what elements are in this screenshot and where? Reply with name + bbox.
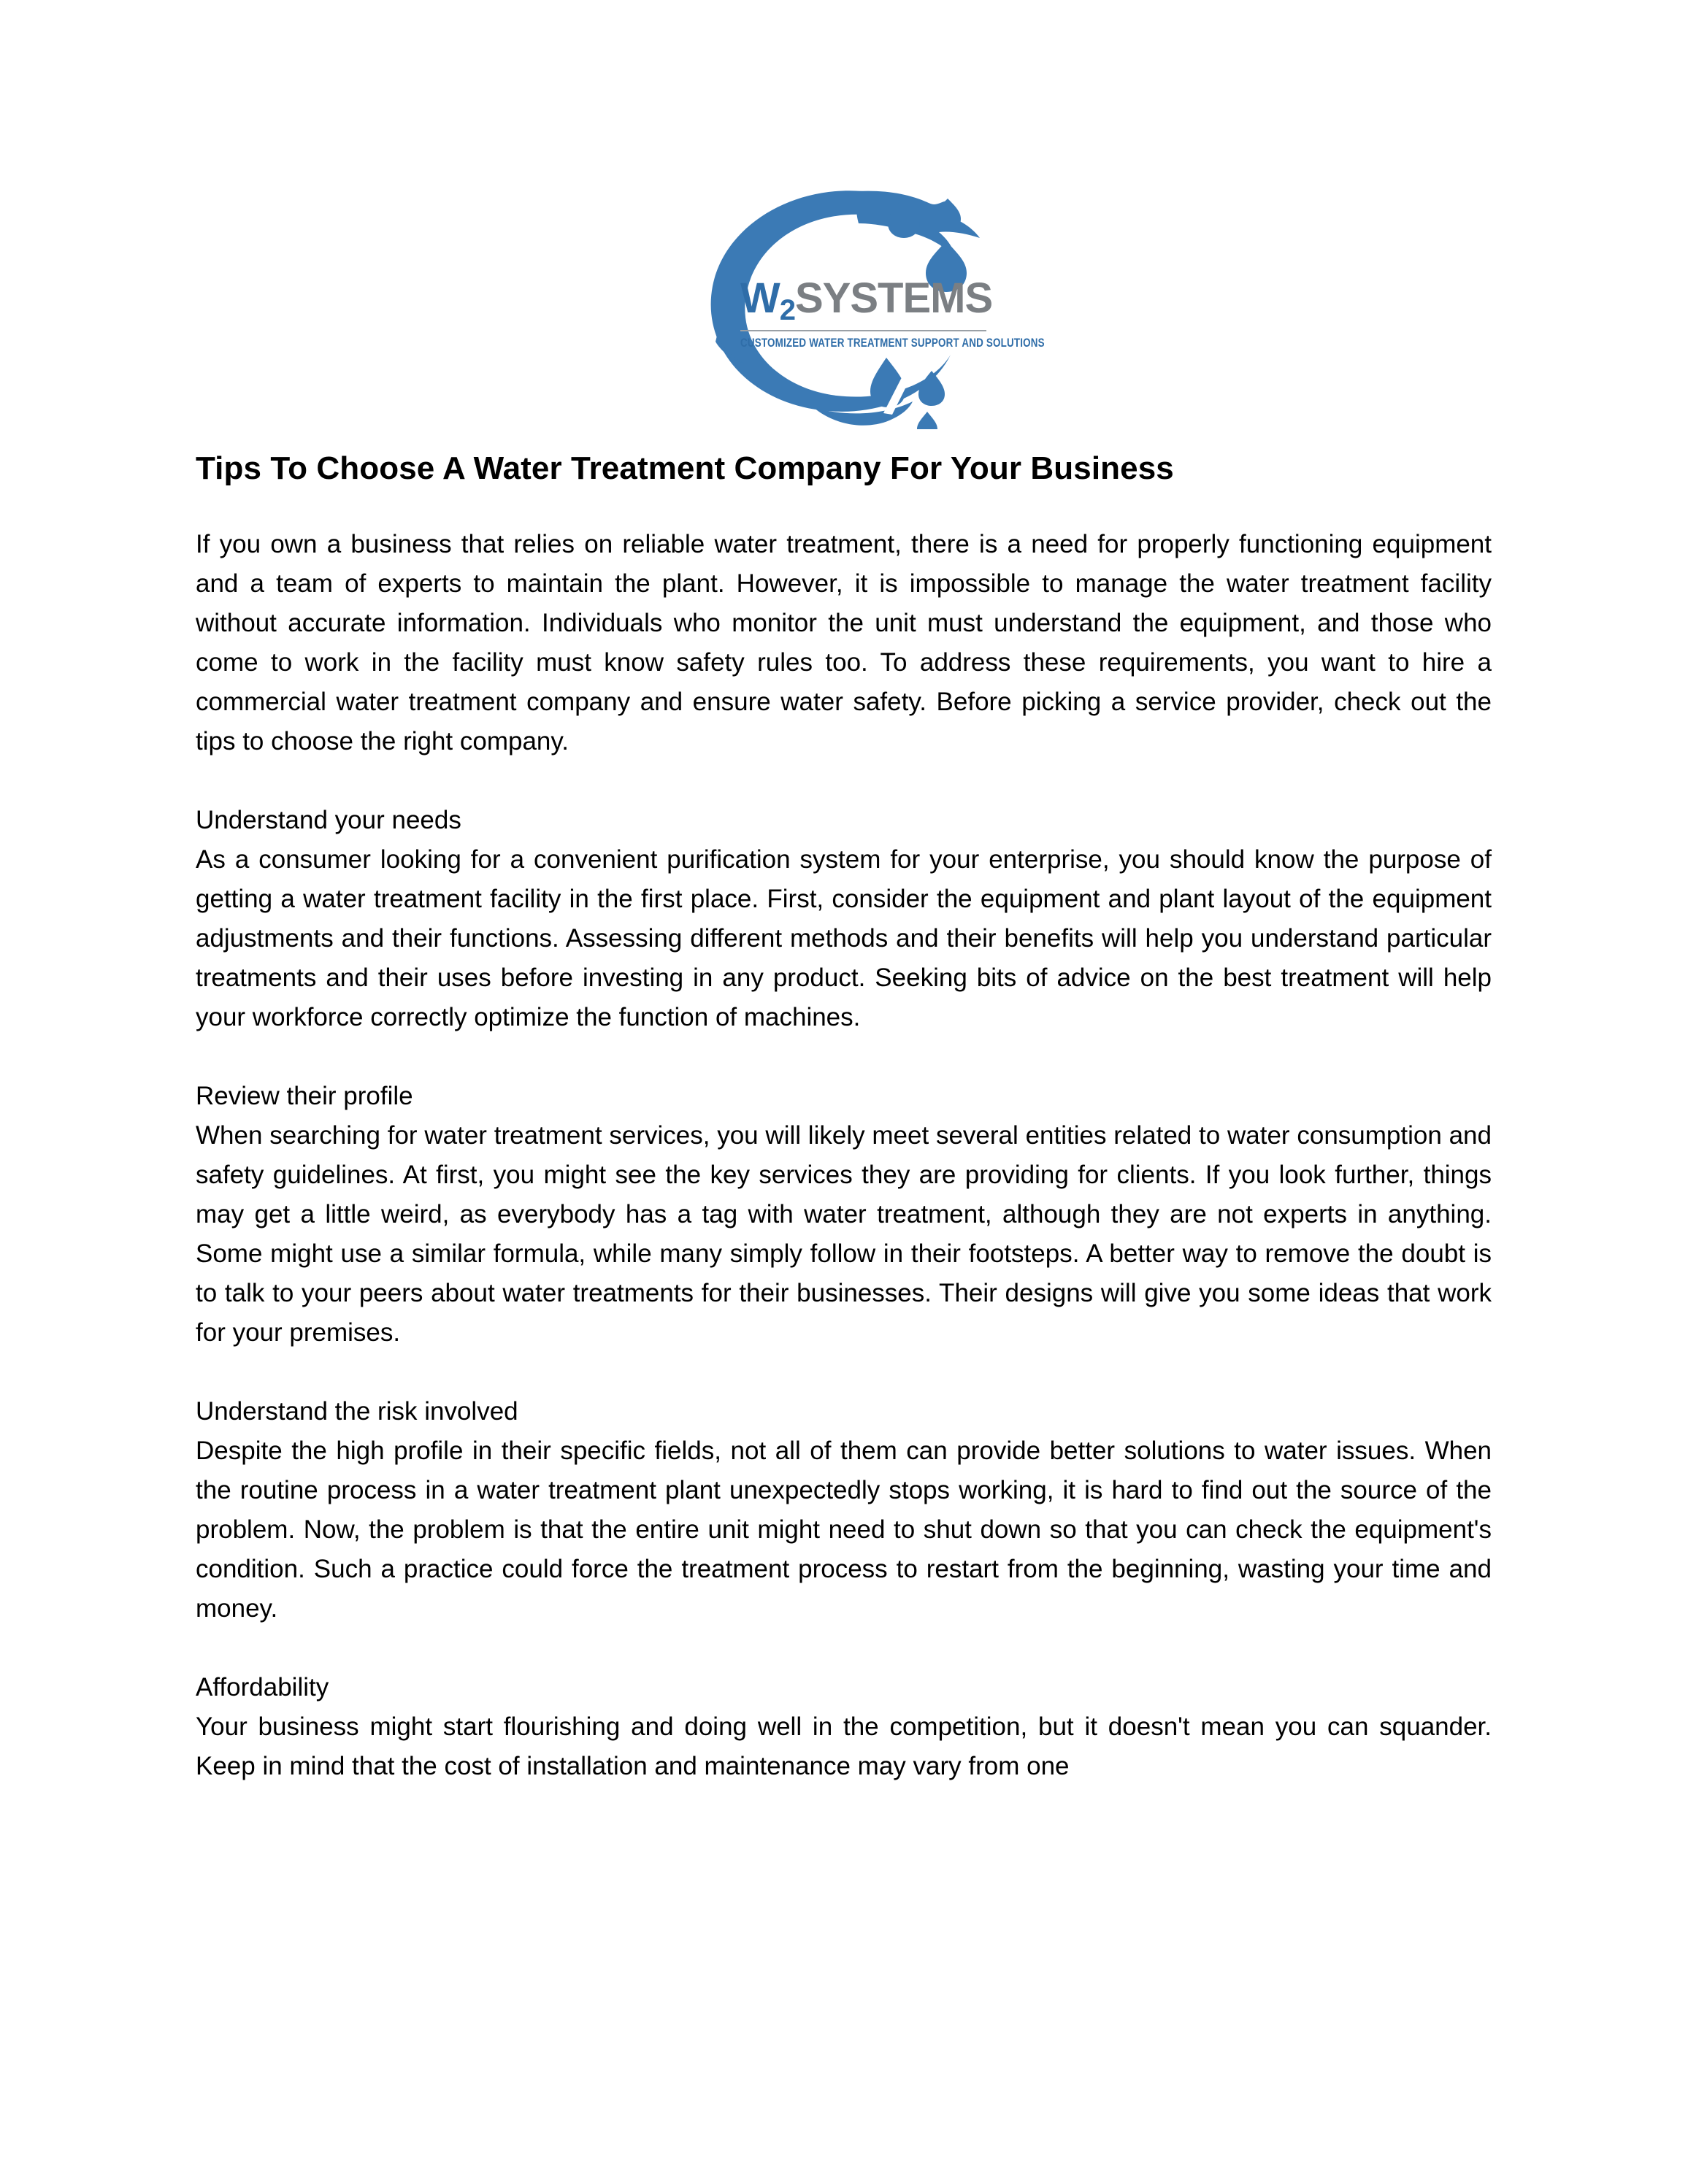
section-heading: Review their profile xyxy=(196,1081,413,1110)
section-heading: Understand the risk involved xyxy=(196,1396,518,1426)
spacer xyxy=(196,488,1492,525)
section-body: When searching for water treatment services, you will likely meet several entities related to water consumption and safety guidelines. At first, you might see the key services they are providing for clients. If you look further, things may get a little weird, as everybody has a tag with water treatment, although they are not experts in anything. Some might use a similar formula, while many simply follow in their footsteps. A better way to remove the doubt is to talk to your peers about water treatments for their businesses. Their designs will give you some ideas that work for your premises. xyxy=(196,1120,1492,1347)
section-body: Despite the high profile in their specific fields, not all of them can provide better solutions to water issues. When the routine process in a water treatment plant unexpectedly stops working, it is hard to find out the source of the problem. Now, the problem is that the entire unit might need to shut down so that you can check the equipment's condition. Such a practice could force the treatment process to restart from the beginning, wasting your time and money. xyxy=(196,1436,1492,1623)
section-affordability xyxy=(196,1668,1492,1786)
w2-systems-logo xyxy=(691,166,1045,429)
logo-tagline: CUSTOMIZED WATER TREATMENT SUPPORT AND SOLUTIONS xyxy=(740,335,1045,350)
section-understand-your-needs xyxy=(196,801,1492,1037)
section-understand-the-risk-involved xyxy=(196,1392,1492,1629)
intro-paragraph: If you own a business that relies on reliable water treatment, there is a need for properly functioning equipment and a team of experts to maintain the plant. However, it is impossible to manage the water treatment facility without accurate information. Individuals who monitor the unit must understand the equipment, and those who come to work in the facility must know safety rules too. To address these requirements, you want to hire a commercial water treatment company and ensure water safety. Before picking a service provider, check out the tips to choose the right company. xyxy=(196,529,1492,755)
logo-letter-w: W xyxy=(740,274,780,322)
spacer xyxy=(196,1629,1492,1668)
spacer xyxy=(196,1353,1492,1392)
section-heading: Affordability xyxy=(196,1672,329,1702)
logo-word-systems: SYSTEMS xyxy=(795,274,993,322)
section-heading: Understand your needs xyxy=(196,805,461,834)
logo-subscript-2: 2 xyxy=(779,294,795,326)
logo-header xyxy=(0,166,1688,429)
page-title: Tips To Choose A Water Treatment Company For Your Business xyxy=(196,450,1174,486)
section-review-their-profile xyxy=(196,1077,1492,1353)
spacer xyxy=(196,1037,1492,1077)
spacer xyxy=(196,761,1492,801)
document-content xyxy=(196,450,1492,1786)
water-splash-circle-icon xyxy=(691,166,1045,429)
section-body: Your business might start flourishing and doing well in the competition, but it doesn't mean you can squander. Keep in mind that the cost of installation and maintenance may vary from one xyxy=(196,1712,1492,1780)
section-body: As a consumer looking for a convenient purification system for your enterprise, you should know the purpose of getting a water treatment facility in the first place. First, consider the equipment and plant layout of the equipment adjustments and their functions. Assessing different methods and their benefits will help you understand particular treatments and their uses before investing in any product. Seeking bits of advice on the best treatment will help your workforce correctly optimize the function of machines. xyxy=(196,845,1492,1031)
